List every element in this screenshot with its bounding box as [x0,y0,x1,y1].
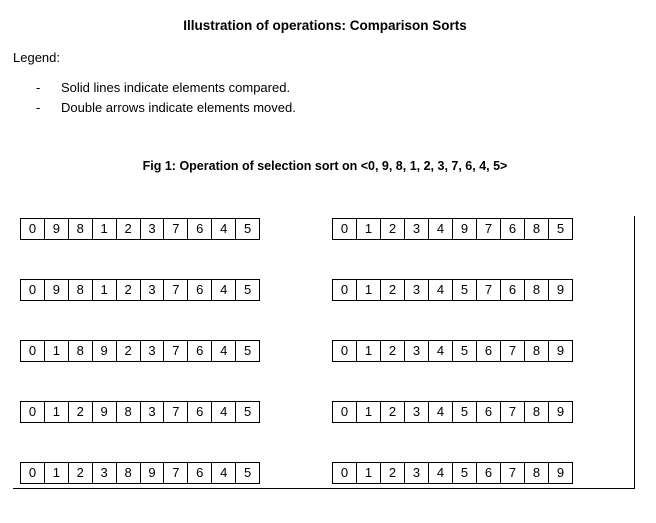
array-cell: 4 [428,463,452,483]
array-cell: 4 [211,219,235,239]
array-cell: 9 [44,219,68,239]
array-cell: 1 [356,341,380,361]
array-cell: 3 [404,341,428,361]
array-cell: 4 [428,341,452,361]
array-cell: 1 [356,402,380,422]
array-cell: 5 [235,402,259,422]
array-cell: 4 [211,341,235,361]
array-cell: 3 [404,402,428,422]
array-cell: 6 [187,219,211,239]
legend-item-text: Solid lines indicate elements compared. [61,80,291,95]
figure-caption: Fig 1: Operation of selection sort on <0, 9, 8, 1, 2, 3, 7, 6, 4, 5> [142,159,508,173]
array-cell: 5 [235,219,259,239]
legend-bullet: - [36,80,41,95]
array-cell: 1 [92,280,116,300]
vertical-divider-line [634,216,635,489]
array-cell: 0 [28,221,37,236]
array-cell: 4 [428,280,452,300]
array-cell: 1 [44,402,68,422]
array-cell: 5 [548,219,572,239]
array-cell: 3 [92,463,116,483]
array-cell: 7 [476,280,500,300]
array-cell: 7 [476,219,500,239]
array-cell: 0 [340,404,349,419]
array-cell: 7 [163,219,187,239]
array-cell: 0 [340,282,349,297]
array-cell: 8 [524,219,548,239]
array-cell: 6 [187,402,211,422]
array-cell: 3 [140,341,164,361]
array-cell: 0 [340,221,349,236]
array-cell: 0 [28,343,37,358]
array-cell: 4 [211,402,235,422]
array-cell: 0 [340,465,349,480]
array-cell: 6 [500,219,524,239]
array-cell: 6 [476,341,500,361]
array-cell: 2 [380,280,404,300]
array-cell: 1 [356,219,380,239]
array-cell: 2 [68,463,92,483]
array-cell: 8 [68,341,92,361]
array-cell: 1 [356,463,380,483]
array-cell: 8 [116,402,140,422]
left-array-column [20,218,260,523]
array-cell: 9 [548,341,572,361]
array-cell: 1 [44,463,68,483]
array-cell: 1 [92,219,116,239]
legend-list [36,80,296,120]
array-cell: 0 [28,282,37,297]
array-cell: 9 [548,280,572,300]
legend-bullet: - [36,100,41,115]
array-row [20,462,260,484]
legend-item [36,80,296,100]
array-cell: 7 [500,463,524,483]
array-cell: 2 [380,402,404,422]
array-cell: 4 [428,402,452,422]
array-cell: 4 [211,280,235,300]
horizontal-baseline [13,488,635,489]
array-cell: 7 [163,341,187,361]
array-cell: 2 [68,402,92,422]
array-row [20,218,260,240]
array-cell: 0 [340,343,349,358]
array-cell: 5 [452,341,476,361]
array-cell: 4 [211,463,235,483]
array-row [20,279,260,301]
array-cell: 7 [163,463,187,483]
array-cell: 7 [163,402,187,422]
array-cell: 6 [187,463,211,483]
array-cell: 8 [524,463,548,483]
array-cell: 5 [235,341,259,361]
array-cell: 5 [452,280,476,300]
array-cell: 9 [44,280,68,300]
array-cell: 8 [68,219,92,239]
array-cell: 9 [92,402,116,422]
array-cell: 9 [452,219,476,239]
array-row [332,218,573,240]
array-cell: 9 [548,402,572,422]
array-cell: 5 [452,402,476,422]
array-cell: 3 [140,402,164,422]
array-cell: 3 [404,219,428,239]
array-cell: 9 [548,463,572,483]
array-row [20,340,260,362]
array-row [332,340,573,362]
array-cell: 5 [235,280,259,300]
array-cell: 3 [140,219,164,239]
array-cell: 1 [356,280,380,300]
legend-label: Legend: [13,50,60,65]
array-cell: 6 [476,402,500,422]
array-cell: 4 [428,219,452,239]
array-cell: 9 [140,463,164,483]
array-cell: 1 [44,341,68,361]
array-cell: 8 [116,463,140,483]
right-array-column [332,218,573,523]
array-row [332,462,573,484]
array-cell: 8 [524,280,548,300]
legend-item [36,100,296,120]
array-cell: 2 [116,341,140,361]
array-cell: 6 [500,280,524,300]
array-cell: 3 [404,463,428,483]
array-cell: 8 [524,341,548,361]
array-cell: 2 [116,219,140,239]
array-cell: 6 [476,463,500,483]
array-cell: 0 [28,404,37,419]
array-row [332,401,573,423]
array-cell: 8 [524,402,548,422]
array-row [332,279,573,301]
array-cell: 7 [500,341,524,361]
page-title: Illustration of operations: Comparison Sorts [183,18,467,33]
array-cell: 6 [187,341,211,361]
array-row [20,401,260,423]
array-cell: 3 [140,280,164,300]
array-cell: 2 [116,280,140,300]
array-cell: 8 [68,280,92,300]
array-cell: 2 [380,341,404,361]
array-cell: 5 [452,463,476,483]
array-cell: 7 [163,280,187,300]
legend-item-text: Double arrows indicate elements moved. [61,100,296,115]
array-cell: 2 [380,463,404,483]
array-cell: 2 [380,219,404,239]
array-cell: 3 [404,280,428,300]
array-cell: 7 [500,402,524,422]
array-cell: 5 [235,463,259,483]
array-cell: 9 [92,341,116,361]
array-cell: 6 [187,280,211,300]
array-cell: 0 [28,465,37,480]
